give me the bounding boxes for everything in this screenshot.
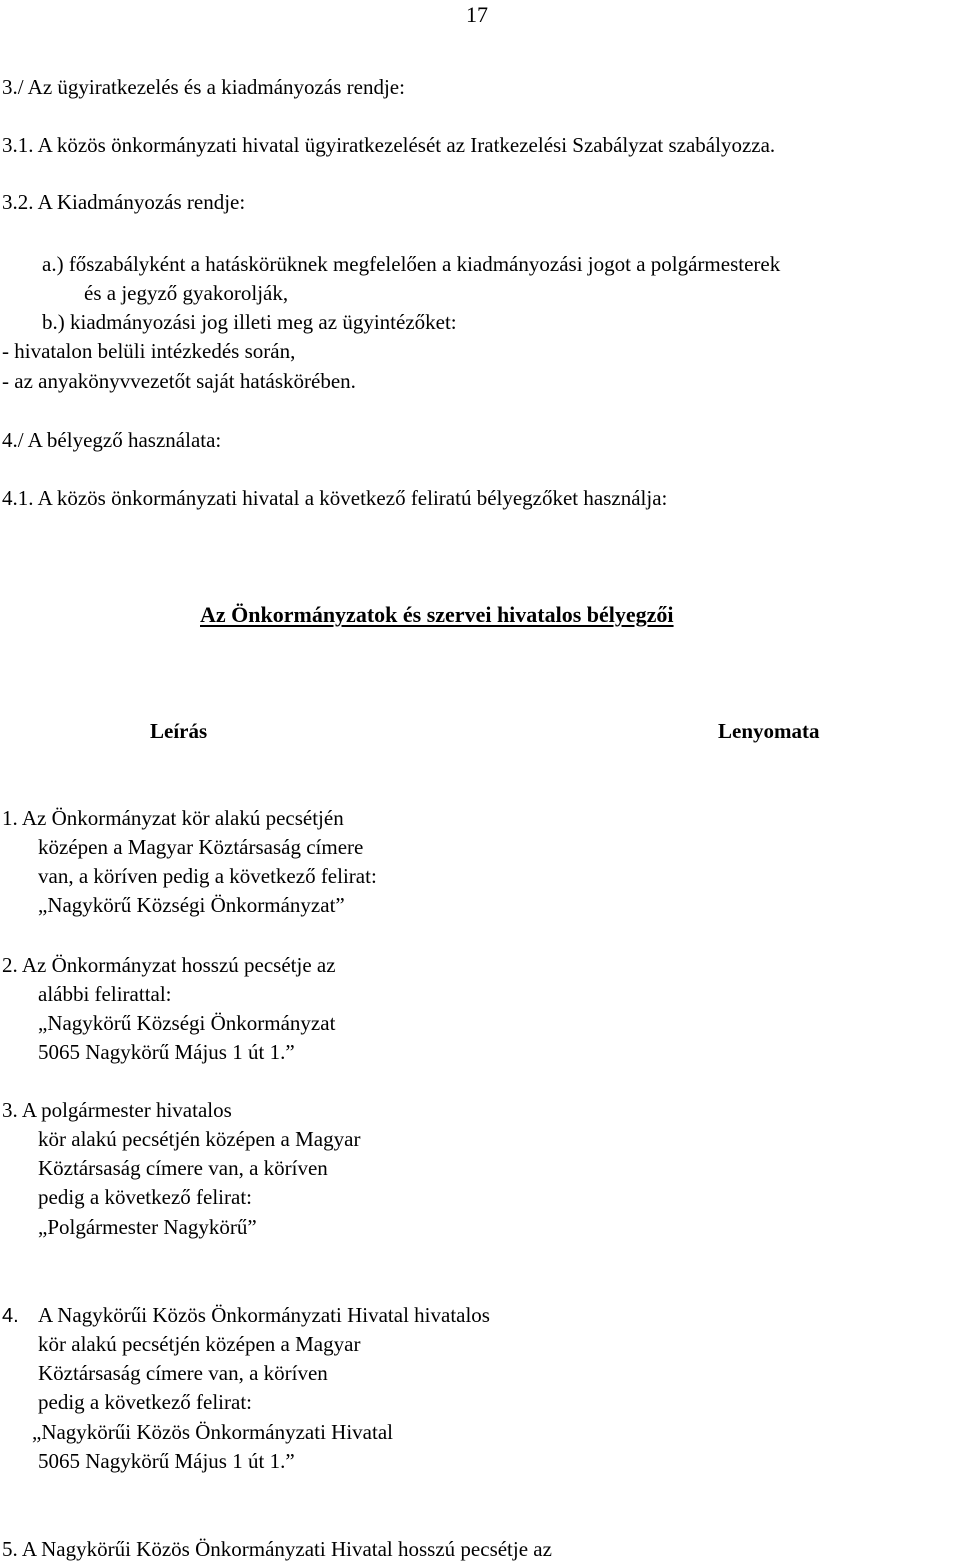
item-b-line: b.) kiadmányozási jog illeti meg az ügyintézőket: [42,310,457,334]
stamp-2-line-2: alábbi felirattal: [38,982,172,1006]
stamp-3-line-1: 3. A polgármester hivatalos [2,1098,232,1122]
stamp-1-line-1: 1. Az Önkormányzat kör alakú pecsétjén [2,806,344,830]
paragraph-4-1: 4.1. A közös önkormányzati hivatal a következő feliratú bélyegzőket használja: [2,486,668,510]
stamp-2-line-1: 2. Az Önkormányzat hosszú pecsétje az [2,953,336,977]
paragraph-3-1: 3.1. A közös önkormányzati hivatal ügyiratkezelését az Iratkezelési Szabályzat szabályozza. [2,133,776,157]
item-a-line-1: a.) főszabályként a hatáskörüknek megfelelően a kiadmányozási jogot a polgármesterek [42,252,781,276]
stamp-5-line-1: 5. A Nagykörűi Közös Önkormányzati Hivatal hosszú pecsétje az [2,1537,552,1561]
stamp-1-line-4: „Nagykörű Községi Önkormányzat” [38,893,345,917]
stamp-4-line-6: 5065 Nagykörű Május 1 út 1.” [38,1449,295,1473]
stamp-2-line-4: 5065 Nagykörű Május 1 út 1.” [38,1040,295,1064]
item-a-line-2: és a jegyző gyakorolják, [84,281,289,305]
stamp-4-number: 4. [2,1305,19,1327]
stamp-3-line-5: „Polgármester Nagykörű” [38,1215,257,1239]
stamp-1-line-2: középen a Magyar Köztársaság címere [38,835,364,859]
section-4-heading: 4./ A bélyegző használata: [2,428,222,452]
paragraph-3-2: 3.2. A Kiadmányozás rendje: [2,190,246,214]
dash-item-2: - az anyakönyvvezetőt saját hatáskörében. [2,369,356,393]
dash-item-1: - hivatalon belüli intézkedés során, [2,339,296,363]
column-header-impression: Lenyomata [718,719,820,743]
stamp-2-line-3: „Nagykörű Községi Önkormányzat [38,1011,336,1035]
stamp-3-line-4: pedig a következő felirat: [38,1185,252,1209]
stamp-1-line-3: van, a köríven pedig a következő felirat: [38,864,377,888]
stamp-4-line-1: A Nagykörűi Közös Önkormányzati Hivatal hivatalos [38,1303,490,1327]
stamp-4-line-5: „Nagykörűi Közös Önkormányzati Hivatal [32,1420,393,1444]
stamp-3-line-3: Köztársaság címere van, a köríven [38,1156,328,1180]
stamp-3-line-2: kör alakú pecsétjén középen a Magyar [38,1127,361,1151]
stamp-4-line-4: pedig a következő felirat: [38,1390,252,1414]
page-number: 17 [466,2,488,27]
section-3-heading: 3./ Az ügyiratkezelés és a kiadmányozás rendje: [2,75,405,99]
stamps-title: Az Önkormányzatok és szervei hivatalos bélyegzői [200,602,674,627]
stamp-4-line-3: Köztársaság címere van, a köríven [38,1361,328,1385]
column-header-description: Leírás [150,719,208,743]
stamp-4-line-2: kör alakú pecsétjén középen a Magyar [38,1332,361,1356]
